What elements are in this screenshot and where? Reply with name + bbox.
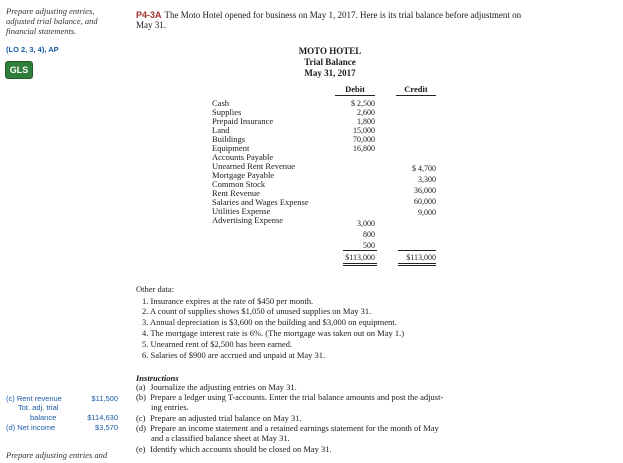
account-advertising-expense: Advertising Expense (212, 215, 284, 225)
instruction-a (136, 383, 516, 392)
instruction-label: (e) (136, 444, 146, 454)
problem-number: P4-3A (136, 10, 162, 20)
problem-text: The Moto Hotel opened for business on May 1, 2017. Here is its trial balance before adjustment on May 31. (136, 10, 522, 30)
statement-date: May 31, 2017 (304, 68, 356, 78)
debit-supplies: 2,600 (357, 108, 375, 117)
other-data-heading: Other data: (136, 284, 174, 294)
debit-total: $113,000 (345, 253, 375, 262)
account-equipment: Equipment (212, 143, 250, 153)
account-common-stock: Common Stock (212, 179, 266, 189)
answer-net-income (6, 423, 118, 432)
instruction-text: Identify which accounts should be closed on May 31. (150, 444, 332, 454)
other-data-item: 5. Unearned rent of $2,500 has been earned. (142, 339, 293, 349)
instruction-text: Prepare an income statement and a retained earnings statement for the month of May (150, 423, 439, 433)
debit-total-double-rule (343, 263, 377, 266)
credit-header-rule (396, 95, 436, 96)
account-accounts-payable: Accounts Payable (212, 152, 274, 162)
other-data-item: 2. A count of supplies shows $1,050 of unused supplies on May 31. (142, 306, 372, 316)
answer-rent-revenue (6, 394, 118, 403)
credit-mortgage-payable: 36,000 (414, 186, 436, 195)
instruction-label: (d) (136, 423, 146, 433)
instruction-d-cont: and a classified balance sheet at May 31. (151, 433, 290, 443)
account-unearned-rent: Unearned Rent Revenue (212, 161, 296, 171)
answer-value: $11,500 (91, 394, 118, 403)
credit-accounts-payable: $ 4,700 (412, 164, 436, 173)
debit-header-rule (335, 95, 375, 96)
credit-header: Credit (404, 84, 428, 94)
debit-prepaid-insurance: 1,800 (357, 117, 375, 126)
answer-value: $3,570 (95, 423, 118, 432)
debit-header: Debit (345, 84, 365, 94)
credit-total-double-rule (398, 263, 436, 266)
account-buildings: Buildings (212, 134, 246, 144)
account-mortgage-payable: Mortgage Payable (212, 170, 275, 180)
instruction-c (136, 414, 516, 423)
instruction-label: (b) (136, 392, 146, 402)
company-name: MOTO HOTEL (298, 46, 362, 56)
statement-title: Trial Balance (304, 57, 356, 67)
answer-adj-trial-balance (6, 413, 118, 422)
instruction-label: (a) (136, 382, 146, 392)
answer-value: $114,630 (87, 413, 118, 422)
instruction-label: (c) (136, 413, 146, 423)
debit-salaries-expense: 3,000 (357, 219, 375, 228)
account-cash: Cash (212, 98, 229, 108)
account-supplies: Supplies (212, 107, 242, 117)
other-data-item: 4. The mortgage interest rate is 6%. (The mortgage was taken out on May 1.) (142, 328, 405, 338)
debit-buildings: 70,000 (353, 135, 375, 144)
debit-cash: $ 2,500 (351, 99, 375, 108)
debit-equipment: 16,800 (353, 144, 375, 153)
instruction-b (136, 393, 516, 402)
instruction-d (136, 424, 516, 433)
instruction-text: Journalize the adjusting entries on May 31. (150, 382, 297, 392)
account-rent-revenue: Rent Revenue (212, 188, 260, 198)
instruction-b-cont: ing entries. (151, 402, 189, 412)
debit-total-rule (343, 250, 377, 251)
credit-total-rule (398, 250, 436, 251)
debit-land: 15,000 (353, 126, 375, 135)
account-utilities-expense: Utilities Expense (212, 206, 271, 216)
instruction-e (136, 445, 516, 454)
account-salaries-expense: Salaries and Wages Expense (212, 197, 309, 207)
other-data-item: 6. Salaries of $900 are accrued and unpaid at May 31. (142, 350, 326, 360)
answer-label: balance (30, 413, 57, 422)
account-land: Land (212, 125, 230, 135)
next-problem-note: Prepare adjusting entries and (6, 450, 108, 460)
problem-intro (136, 10, 526, 30)
other-data-item: 3. Annual depreciation is $3,600 on the building and $3,000 on equipment. (142, 317, 397, 327)
instructions-heading: Instructions (136, 373, 179, 383)
credit-total: $113,000 (406, 253, 436, 262)
margin-note: Prepare adjusting entries, adjusted trial balance, and financial statements. (6, 6, 98, 36)
credit-unearned-rent: 3,300 (418, 175, 436, 184)
learning-objectives: (LO 2, 3, 4), AP (6, 45, 59, 54)
answer-adj-trial-label: Tot. adj. trial (18, 403, 59, 412)
answer-label: (d) Net income (6, 423, 56, 432)
instruction-text: Prepare an adjusted trial balance on May 31. (150, 413, 302, 423)
other-data-item: 1. Insurance expires at the rate of $450 per month. (142, 296, 314, 306)
answer-label: (c) Rent revenue (6, 394, 62, 403)
gls-badge: GLS (5, 61, 33, 79)
debit-advertising-expense: 500 (363, 241, 375, 250)
debit-utilities-expense: 800 (363, 230, 375, 239)
credit-common-stock: 60,000 (414, 197, 436, 206)
credit-rent-revenue: 9,000 (418, 208, 436, 217)
instruction-text: Prepare a ledger using T-accounts. Enter the trial balance amounts and post the adjust- (150, 392, 444, 402)
account-prepaid-insurance: Prepaid Insurance (212, 116, 274, 126)
